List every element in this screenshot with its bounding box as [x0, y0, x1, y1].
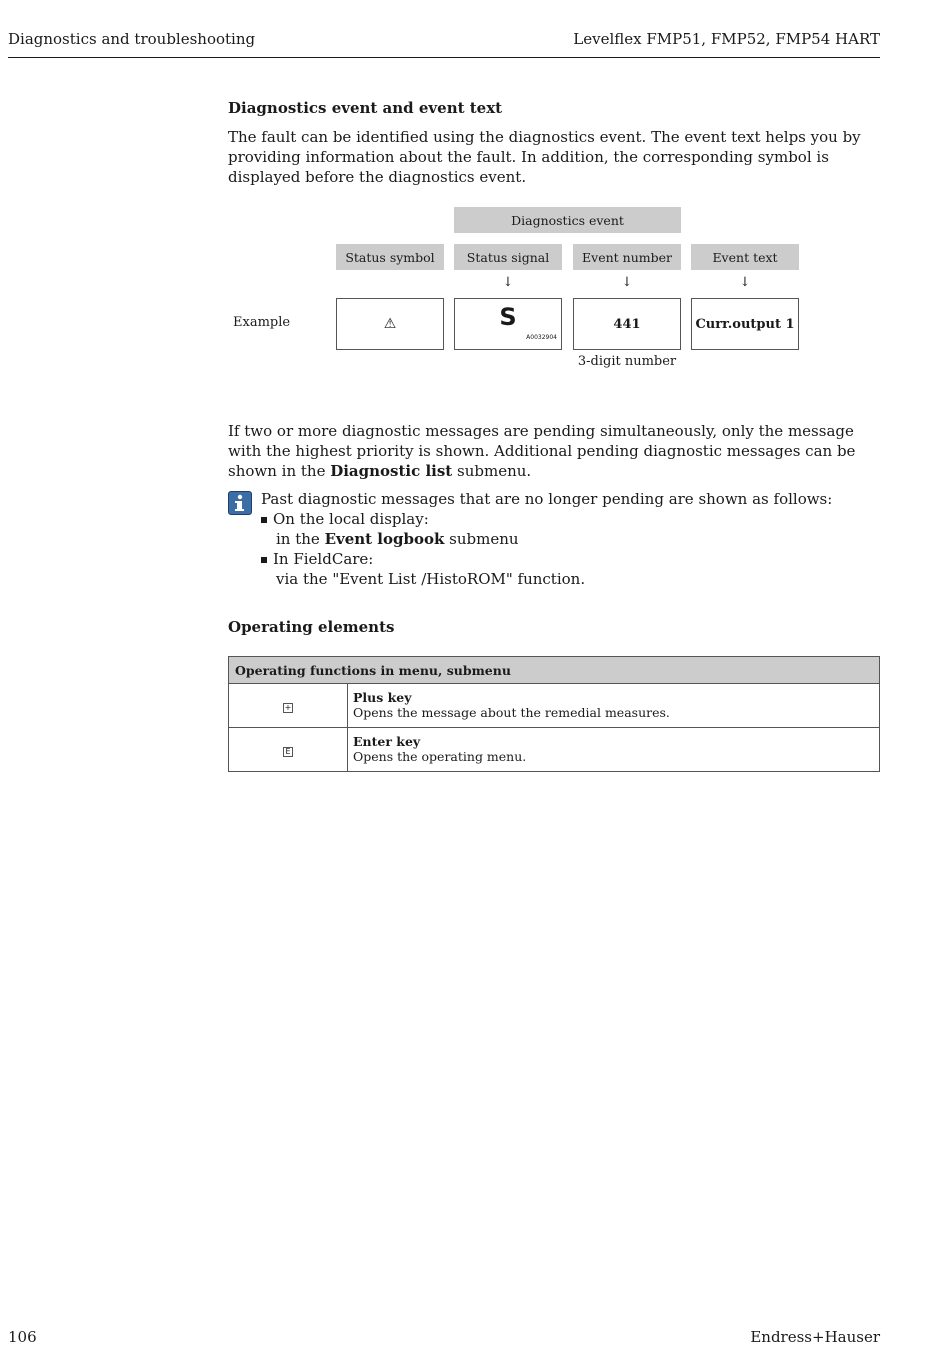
key-description: Opens the message about the remedial measures. — [353, 705, 670, 720]
column-status-signal: Status signal — [454, 244, 562, 270]
enter-key-icon: E — [283, 747, 293, 757]
note-item-local-display — [261, 509, 881, 529]
key-title: Plus key — [353, 690, 412, 705]
key-description: Opens the operating menu. — [353, 749, 527, 764]
section-title-diagnostics-event: Diagnostics event and event text — [228, 99, 503, 117]
down-arrow-icon: ↓ — [502, 275, 514, 290]
plus-key-icon: + — [284, 703, 292, 712]
status-signal-letter: S — [499, 303, 517, 331]
key-title: Enter key — [353, 734, 421, 749]
priority-paragraph — [228, 421, 880, 481]
event-number-value: 441 — [613, 316, 641, 332]
note-intro: Past diagnostic messages that are no longer pending are shown as follows: — [261, 490, 833, 508]
example-label: Example — [233, 315, 291, 330]
description-cell — [348, 728, 880, 772]
down-arrow-icon: ↓ — [739, 275, 751, 290]
description-cell — [348, 684, 880, 728]
header-divider — [8, 57, 880, 58]
table-row — [229, 684, 880, 728]
status-signal-box — [454, 298, 562, 350]
note-text: in the — [276, 530, 325, 548]
bullet-icon — [261, 517, 267, 523]
running-header-section: Diagnostics and troubleshooting — [8, 30, 256, 48]
table-header-row — [229, 657, 880, 684]
down-arrow-icon: ↓ — [621, 275, 633, 290]
note-item-detail — [261, 529, 881, 549]
column-event-text: Event text — [691, 244, 799, 270]
diagnostics-event-group-label: Diagnostics event — [454, 207, 681, 233]
key-cell — [229, 728, 348, 772]
note-item-title: In FieldCare: — [273, 550, 374, 568]
event-text-box — [691, 298, 799, 350]
info-icon — [228, 491, 252, 515]
event-logbook-term: Event logbook — [324, 530, 445, 548]
note-item-detail: via the "Event List /HistoROM" function. — [276, 570, 586, 588]
intro-paragraph: The fault can be identified using the diagnostics event. The event text helps you by providing information about the fault. In addition, the corresponding symbol is displayed before the diagnostics event. — [228, 128, 861, 186]
operating-functions-table — [228, 656, 880, 772]
event-text-value: Curr.output 1 — [695, 316, 795, 332]
note-text: submenu — [444, 530, 519, 548]
note-item-title: On the local display: — [273, 510, 429, 528]
section-title-operating-elements: Operating elements — [228, 618, 395, 636]
priority-text: If two or more diagnostic messages are pending simultaneously, only the message with the highest priority is shown. Additional pending diagnostic messages can be shown in the — [228, 422, 856, 480]
status-symbol-box — [336, 298, 444, 350]
table-header: Operating functions in menu, submenu — [229, 657, 880, 684]
table-row — [229, 728, 880, 772]
note-block — [261, 489, 881, 589]
figure-id: A0032904 — [526, 334, 557, 341]
warning-triangle-icon: ⚠ — [383, 316, 397, 332]
column-event-number: Event number — [573, 244, 681, 270]
event-number-caption: 3-digit number — [577, 354, 677, 369]
running-header-product: Levelflex FMP51, FMP52, FMP54 HART — [573, 30, 880, 48]
key-cell — [229, 684, 348, 728]
footer-brand: Endress+Hauser — [750, 1328, 880, 1346]
page-number: 106 — [8, 1328, 37, 1346]
column-status-symbol: Status symbol — [336, 244, 444, 270]
event-number-box — [573, 298, 681, 350]
priority-text-end: submenu. — [452, 462, 532, 480]
bullet-icon — [261, 557, 267, 563]
diagnostic-list-term: Diagnostic list — [330, 462, 453, 480]
note-item-fieldcare — [261, 549, 881, 569]
